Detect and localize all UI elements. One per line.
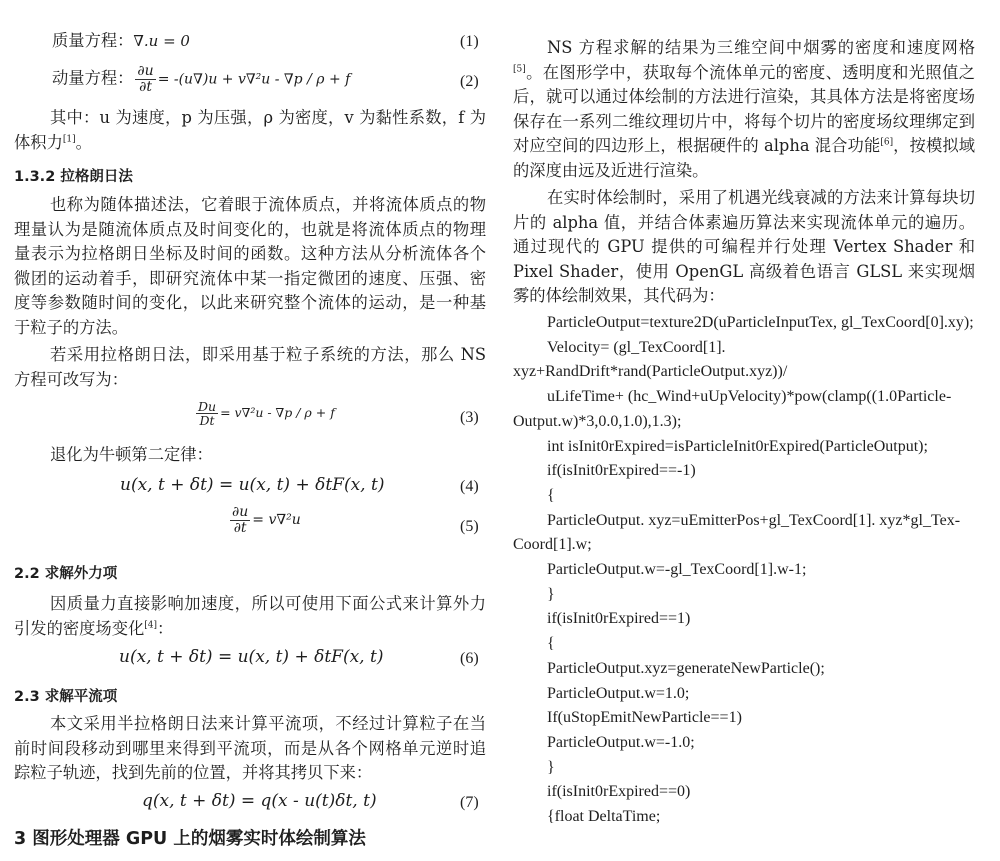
fraction-denominator: ∂t — [139, 78, 152, 95]
equation-number: (7) — [460, 794, 479, 811]
fraction-numerator: Du — [198, 399, 217, 414]
code-line: if(isInit0rExpired==-1) — [547, 462, 696, 480]
equation-rhs: = -(u∇)u + v∇²u - ∇p / ρ + f — [157, 71, 351, 88]
paragraph — [14, 592, 486, 641]
equation-label: 动量方程： — [52, 68, 134, 88]
code-line: ParticleOutput.xyz=generateNewParticle(); — [547, 659, 825, 677]
equation-number: (6) — [460, 650, 479, 667]
fraction-numerator: ∂u — [232, 504, 249, 520]
paragraph: 本文采用半拉格朗日法来计算平流项，不经过计算粒子在当前时间段移动到哪里来得到平流项，而是从各个网格单元逆时追踪粒子轨迹，找到先前的位置，并将其拷贝下来： — [14, 714, 486, 783]
paragraph — [513, 36, 975, 184]
section-heading: 2.3 求解平流项 — [14, 689, 118, 705]
paragraph-text: 因质量力直接影响加速度，所以可使用下面公式来计算外力引发的密度场变化 — [14, 594, 486, 638]
code-line: { — [547, 635, 555, 653]
equation-number: (4) — [460, 478, 479, 495]
equation-2 — [52, 64, 350, 94]
paragraph: 退化为牛顿第二定律： — [50, 445, 213, 464]
equation-number: (3) — [460, 409, 479, 426]
code-line: ParticleOutput.w=-1.0; — [547, 733, 695, 751]
citation: [5] — [513, 64, 526, 75]
code-text: ParticleOutput=texture2D(uParticleInputTex, gl_TexCoord[0].xy); — [547, 314, 974, 331]
section-heading: 2.2 求解外力项 — [14, 566, 118, 582]
equation-4: u(x, t + δt) = u(x, t) + δtF(x, t) — [120, 475, 385, 495]
code-line: ParticleOutput. xyz=uEmitterPos+gl_TexCoord[1]. xyz*gl_Tex-Coord[1].w; — [513, 511, 961, 554]
code-line: if(isInit0rExpired==1) — [547, 610, 691, 628]
citation: [1] — [62, 134, 76, 145]
citation: [6] — [880, 137, 894, 148]
code-line: } — [547, 585, 555, 603]
code-line — [513, 311, 975, 336]
paragraph-text: NS 方程求解的结果为三维空间中烟雾的密度和速度网格 — [547, 38, 975, 57]
code-line: { — [547, 486, 555, 504]
paragraph-text: ： — [157, 618, 174, 638]
equation-formula: ∇.u = 0 — [133, 32, 190, 50]
equation-label: 质量方程： — [52, 31, 134, 50]
section-heading: 1.3.2 拉格朗日法 — [14, 169, 133, 185]
code-line: if(isInit0rExpired==0) — [547, 783, 691, 801]
paragraph-text: ，按模拟域的深度由远及近进行渲染。 — [513, 136, 975, 180]
fraction — [196, 400, 218, 427]
code-line: ParticleOutput.w=-gl_TexCoord[1].w-1; — [547, 561, 807, 579]
code-line: {float DeltaTime; — [547, 808, 661, 826]
paragraph: 若采用拉格朗日法，即采用基于粒子系统的方法，那么 NS 方程可改写为： — [14, 345, 486, 389]
code-block — [513, 311, 975, 830]
paragraph-text: 其中：u 为速度，p 为压强，ρ 为密度，v 为黏性系数，f 为体积力 — [14, 108, 486, 152]
code-line: If(uStopEmitNewParticle==1) — [547, 709, 742, 727]
equation-number: (5) — [460, 518, 479, 535]
fraction-numerator: ∂u — [137, 63, 154, 79]
paragraph: 在实时体绘制时，采用了机遇光线衰减的方法来计算每块切片的 alpha 值，并结合体素遍历算法来实现流体单元的遍历。通过现代的 GPU 提供的可编程并行处理 Vertex Shader 和 Pixel Shader，使用 OpenGL 高级着色语言 GLSL 来实现烟雾的体绘制效果，其代码为： — [513, 188, 975, 306]
equation-3 — [194, 400, 335, 427]
equation-5 — [228, 505, 301, 535]
code-line: ParticleOutput.w=1.0; — [547, 684, 690, 702]
fraction-denominator: ∂t — [233, 519, 247, 536]
paragraph — [14, 106, 486, 155]
equation-rhs: = v∇²u — [252, 512, 301, 529]
fraction-denominator: Dt — [199, 413, 215, 429]
equation-number: (1) — [460, 33, 479, 50]
code-line: Velocity= (gl_TexCoord[1]. xyz+RandDrift*rand(ParticleOutput.xyz))/ — [513, 338, 788, 381]
section-heading: 3 图形处理器 GPU 上的烟雾实时体绘制算法 — [14, 829, 366, 849]
equation-1 — [52, 29, 190, 54]
paragraph-text: 。在图形学中，获取每个流体单元的密度、透明度和光照值之后，就可以通过体绘制的方法进行渲染，其具体方法是将密度场保存在一系列二维纹理切片中，将每个切片的密度场纹理绑定到对应空间的四边形上，根据硬件的 alpha 混合功能 — [513, 62, 975, 156]
code-line: } — [547, 758, 555, 776]
fraction — [135, 64, 155, 94]
code-line: uLifeTime+ (hc_Wind+uUpVelocity)*pow(clamp((1.0Particle-Output.w)*3,0.0,1.0),1.3); — [513, 388, 952, 430]
code-line: int isInit0rExpired=isParticleInit0rExpired(ParticleOutput); — [547, 437, 928, 455]
paragraph: 也称为随体描述法，它着眼于流体质点，并将流体质点的物理量认为是随流体质点及时间变化的，也就是将流体质点的物理量表示为拉格朗日坐标及时间的函数。这种方法从分析流体各个微团的运动着手，即研究流体中某一指定微团的速度、压强、密度等参数随时间的变化，以此来研究整个流体的运动，是一种基于粒子的方法。 — [14, 195, 486, 337]
paragraph-text: 。 — [75, 132, 92, 152]
equation-7: q(x, t + δt) = q(x - u(t)δt, t) — [142, 791, 377, 811]
citation: [4] — [144, 620, 158, 631]
equation-rhs: = v∇²u - ∇p / ρ + f — [220, 405, 335, 421]
equation-6: u(x, t + δt) = u(x, t) + δtF(x, t) — [119, 647, 384, 667]
equation-number: (2) — [460, 73, 479, 90]
fraction — [230, 505, 250, 535]
